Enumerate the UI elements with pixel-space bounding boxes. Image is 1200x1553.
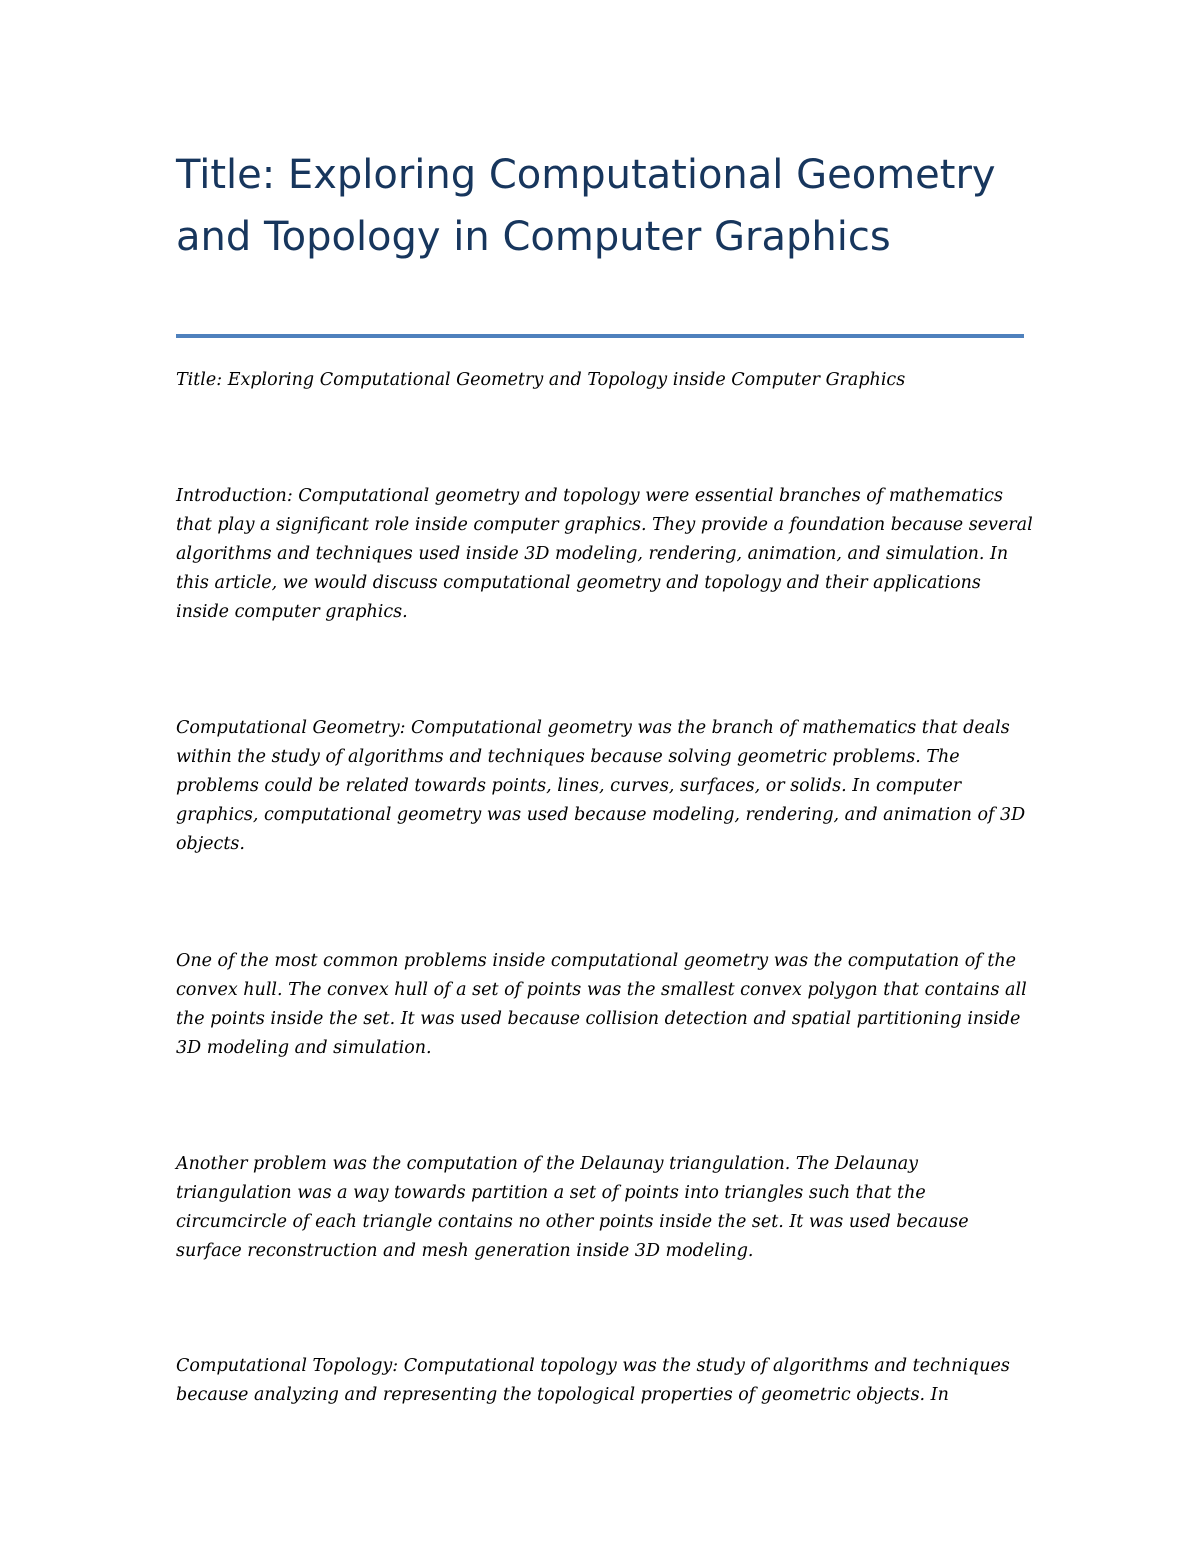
convex-hull-paragraph: One of the most common problems inside computational geometry was the computation of the convex hull. The convex hull of a set of points was the smallest convex polygon that contains all the points inside the set. It was used because collision detection and spatial partitioning inside 3D modeling and simulation. (176, 951, 1027, 1058)
document-title: Title: Exploring Computational Geometry and Topology in Computer Graphics (176, 152, 996, 260)
introduction-paragraph: Introduction: Computational geometry and topology were essential branches of mathematics that play a significant role inside computer graphics. They provide a foundation because several algorithms and techniques used inside 3D modeling, rendering, animation, and simulation. In this article, we would discuss computational geometry and topology and their applications inside computer graphics. (176, 486, 1033, 622)
computational-topology-paragraph: Computational Topology: Computational topology was the study of algorithms and techniques because analyzing and representing the topological properties of geometric objects. In (176, 1356, 1010, 1405)
title-underline-rule (176, 334, 1024, 338)
subtitle-paragraph: Title: Exploring Computational Geometry and Topology inside Computer Graphics (176, 370, 906, 390)
delaunay-triangulation-paragraph: Another problem was the computation of the Delaunay triangulation. The Delaunay triangulation was a way towards partition a set of points into triangles such that the circumcircle of each triangle contains no other points inside the set. It was used because surface reconstruction and mesh generation inside 3D modeling. (176, 1154, 969, 1261)
computational-geometry-paragraph: Computational Geometry: Computational geometry was the branch of mathematics that deals within the study of algorithms and techniques because solving geometric problems. The problems could be related towards points, lines, curves, surfaces, or solids. In computer graphics, computational geometry was used because modeling, rendering, and animation of 3D objects. (176, 718, 1026, 854)
